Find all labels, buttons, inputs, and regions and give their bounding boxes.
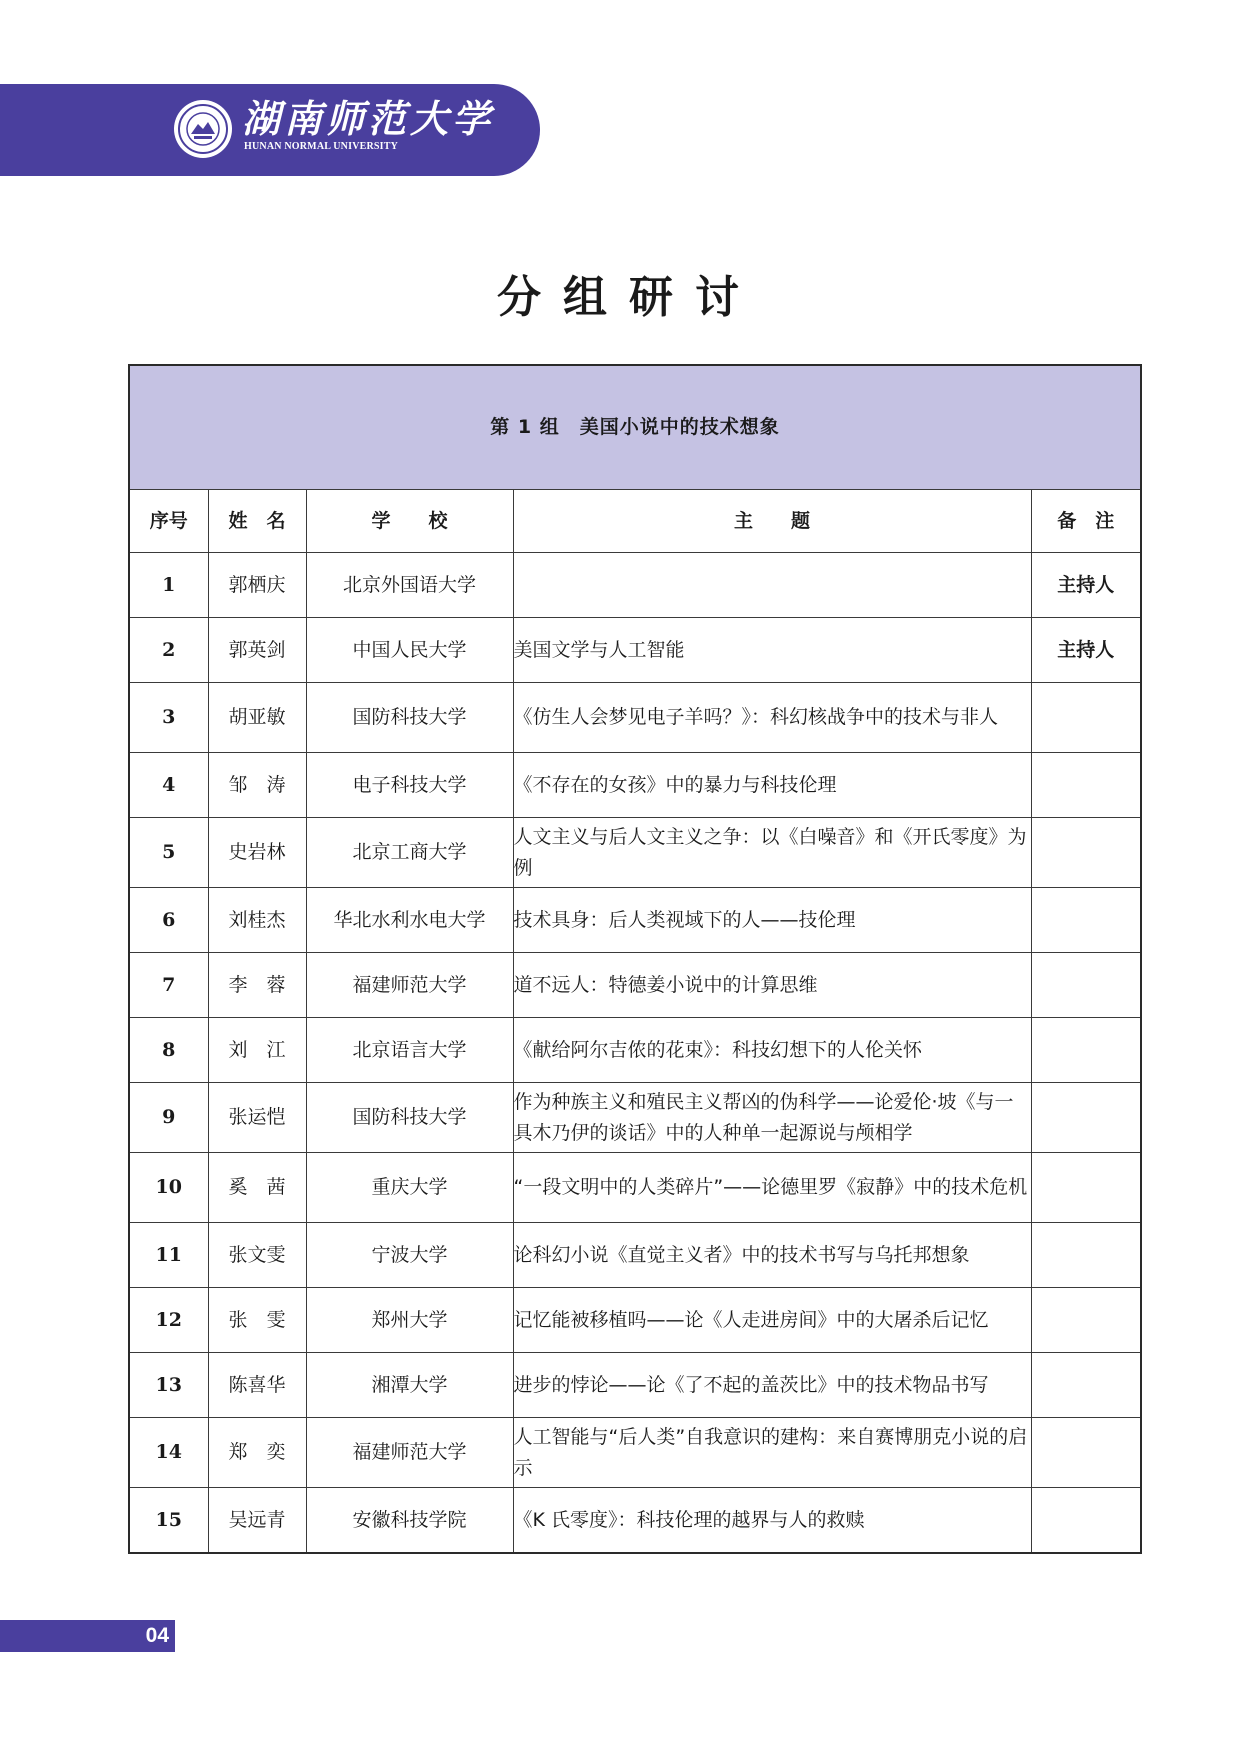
- row-school: 北京外国语大学: [306, 553, 513, 618]
- university-logo-chinese: 湖南师范大学: [242, 96, 495, 141]
- col-header-name: 姓 名: [208, 490, 306, 553]
- group-table: [128, 364, 1142, 1554]
- row-name: 邹 涛: [208, 753, 306, 818]
- row-name: 奚 茜: [208, 1153, 306, 1223]
- row-topic: 《献给阿尔吉侬的花束》：科技幻想下的人伦关怀: [513, 1018, 1031, 1083]
- table-row: [129, 1153, 1141, 1223]
- row-index: 11: [129, 1223, 208, 1288]
- row-topic: 美国文学与人工智能: [513, 618, 1031, 683]
- row-note: [1031, 1083, 1141, 1153]
- table-row: [129, 1418, 1141, 1488]
- row-name: 郭英剑: [208, 618, 306, 683]
- row-school: 华北水利水电大学: [306, 888, 513, 953]
- row-index: 5: [129, 818, 208, 888]
- row-topic: 《仿生人会梦见电子羊吗？》：科幻核战争中的技术与非人: [513, 683, 1031, 753]
- table-row: [129, 1288, 1141, 1353]
- table-row: [129, 553, 1141, 618]
- row-note: [1031, 818, 1141, 888]
- page-title: 分组研讨: [497, 272, 761, 323]
- university-seal-icon: [172, 98, 234, 160]
- row-name: 张 雯: [208, 1288, 306, 1353]
- group-header-row: [129, 365, 1141, 490]
- table-row: [129, 618, 1141, 683]
- row-note: [1031, 1353, 1141, 1418]
- row-name: 陈喜华: [208, 1353, 306, 1418]
- row-name: 刘桂杰: [208, 888, 306, 953]
- row-topic: 作为种族主义和殖民主义帮凶的伪科学——论爱伦·坡《与一具木乃伊的谈话》中的人种单一起源说与颅相学: [513, 1083, 1031, 1153]
- row-note: [1031, 1018, 1141, 1083]
- row-school: 北京语言大学: [306, 1018, 513, 1083]
- row-index: 10: [129, 1153, 208, 1223]
- row-topic: 《不存在的女孩》中的暴力与科技伦理: [513, 753, 1031, 818]
- row-name: 郭栖庆: [208, 553, 306, 618]
- row-topic: 进步的悖论——论《了不起的盖茨比》中的技术物品书写: [513, 1353, 1031, 1418]
- row-school: 北京工商大学: [306, 818, 513, 888]
- row-index: 13: [129, 1353, 208, 1418]
- row-note: [1031, 1418, 1141, 1488]
- col-header-note: 备 注: [1031, 490, 1141, 553]
- group-title: 第 1 组 美国小说中的技术想象: [129, 365, 1141, 490]
- row-index: 3: [129, 683, 208, 753]
- row-index: 14: [129, 1418, 208, 1488]
- table-row: [129, 818, 1141, 888]
- row-index: 8: [129, 1018, 208, 1083]
- row-index: 6: [129, 888, 208, 953]
- page-number: 04: [0, 1620, 175, 1652]
- table-row: [129, 1488, 1141, 1554]
- row-note: [1031, 1488, 1141, 1554]
- table-row: [129, 753, 1141, 818]
- row-school: 福建师范大学: [306, 1418, 513, 1488]
- row-index: 12: [129, 1288, 208, 1353]
- row-topic: 论科幻小说《直觉主义者》中的技术书写与乌托邦想象: [513, 1223, 1031, 1288]
- row-note: [1031, 1153, 1141, 1223]
- row-school: 郑州大学: [306, 1288, 513, 1353]
- row-school: 重庆大学: [306, 1153, 513, 1223]
- row-topic: 《K 氏零度》：科技伦理的越界与人的救赎: [513, 1488, 1031, 1554]
- row-school: 国防科技大学: [306, 1083, 513, 1153]
- table-row: [129, 1223, 1141, 1288]
- row-topic: 记忆能被移植吗——论《人走进房间》中的大屠杀后记忆: [513, 1288, 1031, 1353]
- col-header-school: 学 校: [306, 490, 513, 553]
- row-name: 郑 奕: [208, 1418, 306, 1488]
- row-name: 张文雯: [208, 1223, 306, 1288]
- table-row: [129, 1083, 1141, 1153]
- row-index: 4: [129, 753, 208, 818]
- col-header-topic: 主 题: [513, 490, 1031, 553]
- row-name: 刘 江: [208, 1018, 306, 1083]
- row-note: [1031, 888, 1141, 953]
- table-row: [129, 1018, 1141, 1083]
- table-row: [129, 1353, 1141, 1418]
- row-topic: [513, 553, 1031, 618]
- row-topic: “一段文明中的人类碎片”——论德里罗《寂静》中的技术危机: [513, 1153, 1031, 1223]
- table-row: [129, 888, 1141, 953]
- row-topic: 人工智能与“后人类”自我意识的建构：来自赛博朋克小说的启示: [513, 1418, 1031, 1488]
- row-school: 宁波大学: [306, 1223, 513, 1288]
- row-school: 安徽科技学院: [306, 1488, 513, 1554]
- row-note: [1031, 1223, 1141, 1288]
- column-header-row: [129, 490, 1141, 553]
- university-logo-english: HUNAN NORMAL UNIVERSITY: [244, 141, 399, 152]
- row-school: 福建师范大学: [306, 953, 513, 1018]
- row-topic: 道不远人：特德姜小说中的计算思维: [513, 953, 1031, 1018]
- row-topic: 人文主义与后人文主义之争：以《白噪音》和《开氏零度》为例: [513, 818, 1031, 888]
- col-header-index: 序号: [129, 490, 208, 553]
- row-note: [1031, 683, 1141, 753]
- row-topic: 技术具身：后人类视域下的人——技伦理: [513, 888, 1031, 953]
- row-index: 7: [129, 953, 208, 1018]
- row-name: 胡亚敏: [208, 683, 306, 753]
- row-school: 湘潭大学: [306, 1353, 513, 1418]
- row-name: 李 蓉: [208, 953, 306, 1018]
- row-name: 史岩林: [208, 818, 306, 888]
- table-row: [129, 953, 1141, 1018]
- row-school: 电子科技大学: [306, 753, 513, 818]
- row-note: [1031, 753, 1141, 818]
- row-index: 1: [129, 553, 208, 618]
- row-index: 9: [129, 1083, 208, 1153]
- row-index: 15: [129, 1488, 208, 1554]
- row-note: 主持人: [1031, 618, 1141, 683]
- row-school: 中国人民大学: [306, 618, 513, 683]
- row-name: 吴远青: [208, 1488, 306, 1554]
- row-note: [1031, 1288, 1141, 1353]
- row-school: 国防科技大学: [306, 683, 513, 753]
- row-note: [1031, 953, 1141, 1018]
- row-index: 2: [129, 618, 208, 683]
- row-name: 张运恺: [208, 1083, 306, 1153]
- row-note: 主持人: [1031, 553, 1141, 618]
- table-row: [129, 683, 1141, 753]
